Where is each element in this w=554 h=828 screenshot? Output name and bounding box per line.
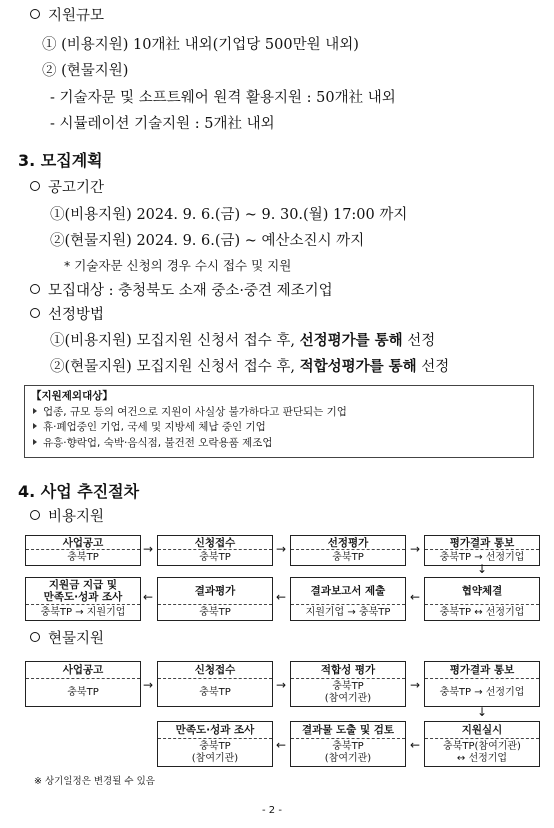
- circle-bullet-icon: [30, 9, 40, 19]
- support-scale-item: ② (현물지원): [42, 63, 129, 79]
- cost-flow-heading: 비용지원: [30, 507, 104, 527]
- inkind-step-notify: 평가결과 통보 충북TP → 선정기업: [424, 661, 540, 707]
- arrow-right-icon: →: [143, 542, 154, 556]
- inkind-step-output-review: 결과물 도출 및 검토 충북TP (참여기관): [290, 721, 406, 767]
- inkind-step-execute: 지원실시 충북TP(참여기관) ↔ 선정기업: [424, 721, 540, 767]
- exclusion-item: 업종, 규모 등의 여건으로 지원이 사실상 불가하다고 판단되는 기업: [31, 405, 527, 421]
- inkind-step-survey: 만족도·성과 조사 충북TP (참여기관): [157, 721, 273, 767]
- arrow-left-icon: ←: [410, 590, 421, 604]
- cost-step-apply: 신청접수 충북TP: [157, 535, 273, 566]
- arrow-left-icon: ←: [276, 738, 287, 752]
- support-scale-heading: 지원규모: [30, 6, 104, 26]
- period-note: * 기술자문 신청의 경우 수시 접수 및 지원: [64, 258, 292, 273]
- cost-step-payment-survey: 지원금 지급 및 만족도·성과 조사 충북TP → 지원기업: [25, 577, 141, 621]
- period-item-inkind: ②(현물지원) 2024. 9. 6.(금) ~ 예산소진시 까지: [50, 233, 365, 249]
- circle-bullet-icon: [30, 181, 40, 191]
- selection-heading: 선정방법: [30, 305, 104, 325]
- inkind-step-fitness-eval: 적합성 평가 충북TP (참여기관): [290, 661, 406, 707]
- arrow-left-icon: ←: [276, 590, 287, 604]
- arrow-down-icon: ↓: [477, 705, 488, 719]
- selection-item-inkind: ②(현물지원) 모집지원 신청서 접수 후, 적합성평가를 통해 선정: [50, 358, 450, 375]
- section-3-title: 3. 모집계획: [18, 151, 103, 170]
- cost-step-agreement: 협약체결 충북TP ↔ 선정기업: [424, 577, 540, 621]
- arrow-down-icon: ↓: [477, 562, 488, 576]
- arrow-right-icon: →: [276, 542, 287, 556]
- period-heading: 공고기간: [30, 178, 104, 198]
- cost-step-result-eval: 결과평가 충북TP: [157, 577, 273, 621]
- schedule-note: ※ 상기일정은 변경될 수 있음: [34, 776, 155, 787]
- circle-bullet-icon: [30, 308, 40, 318]
- exclusion-box: [24, 385, 534, 458]
- cost-step-evaluate: 선정평가 충북TP: [290, 535, 406, 566]
- inkind-step-apply: 신청접수 충북TP: [157, 661, 273, 707]
- triangle-bullet-icon: [33, 439, 37, 445]
- section-4-title: 4. 사업 추진절차: [18, 482, 140, 501]
- circle-bullet-icon: [30, 284, 40, 294]
- arrow-left-icon: ←: [143, 590, 154, 604]
- exclusion-item: 유흥·향락업, 숙박·음식점, 불건전 오락용품 제조업: [31, 436, 527, 452]
- triangle-bullet-icon: [33, 408, 37, 414]
- arrow-right-icon: →: [410, 678, 421, 692]
- arrow-right-icon: →: [276, 678, 287, 692]
- cost-step-notify: 평가결과 통보 충북TP → 선정기업: [424, 535, 540, 566]
- period-item-cost: ①(비용지원) 2024. 9. 6.(금) ~ 9. 30.(월) 17:00 까지: [50, 207, 408, 223]
- cost-step-announce: 사업공고 충북TP: [25, 535, 141, 566]
- inkind-step-announce: 사업공고 충북TP: [25, 661, 141, 707]
- exclusion-title: 【지원제외대상】: [31, 390, 113, 402]
- cost-step-report: 결과보고서 제출 지원기업 → 충북TP: [290, 577, 406, 621]
- support-scale-item: ① (비용지원) 10개社 내외(기업당 500만원 내외): [42, 37, 359, 53]
- target-line: 모집대상 : 충청북도 소재 중소·중견 제조기업: [30, 281, 333, 301]
- triangle-bullet-icon: [33, 423, 37, 429]
- inkind-flow-heading: 현물지원: [30, 629, 104, 649]
- arrow-right-icon: →: [410, 542, 421, 556]
- arrow-right-icon: →: [143, 678, 154, 692]
- circle-bullet-icon: [30, 510, 40, 520]
- arrow-left-icon: ←: [410, 738, 421, 752]
- exclusion-item: 휴·폐업중인 기업, 국세 및 지방세 체납 중인 기업: [31, 420, 527, 436]
- support-scale-item: - 기술자문 및 소프트웨어 원격 활용지원 : 50개社 내외: [50, 90, 396, 106]
- circle-bullet-icon: [30, 632, 40, 642]
- support-scale-item: - 시뮬레이션 기술지원 : 5개社 내외: [50, 116, 275, 132]
- page-number: - 2 -: [262, 805, 282, 816]
- selection-item-cost: ①(비용지원) 모집지원 신청서 접수 후, 선정평가를 통해 선정: [50, 332, 436, 349]
